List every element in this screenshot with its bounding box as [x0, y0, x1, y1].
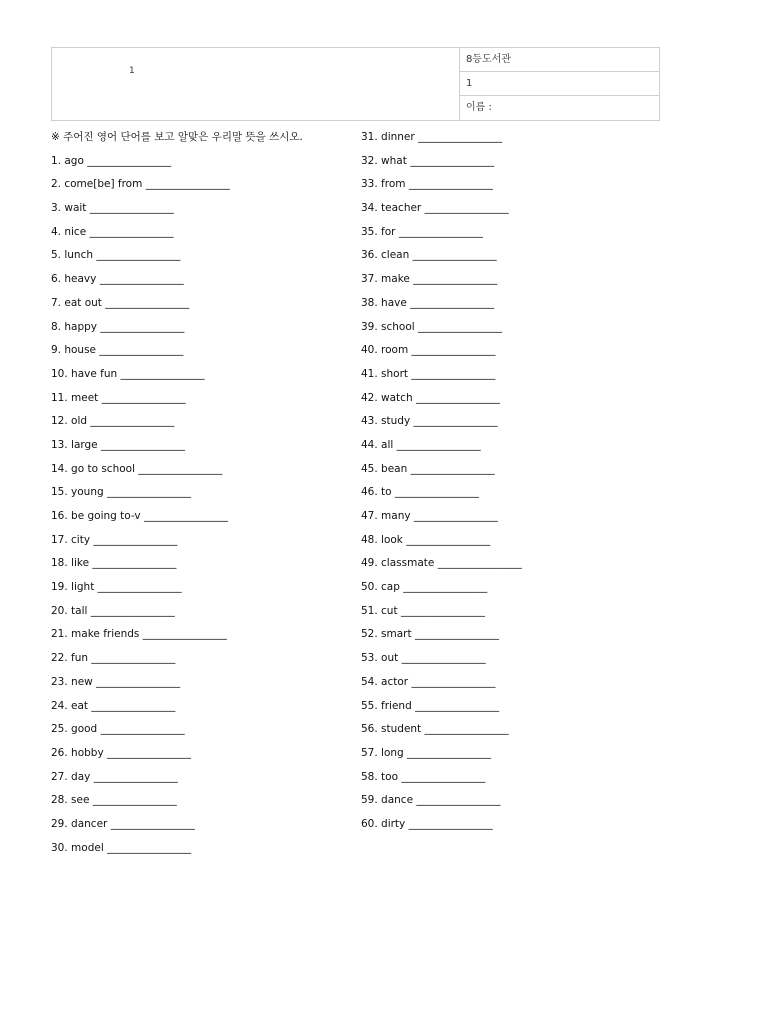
- answer-blank[interactable]: ________________: [110, 817, 195, 830]
- vocab-word: 9. house: [51, 344, 97, 357]
- vocab-word: 47. many: [361, 510, 411, 522]
- vocab-item: [361, 341, 522, 365]
- answer-blank[interactable]: ________________: [410, 154, 495, 167]
- answer-blank[interactable]: ________________: [401, 770, 486, 783]
- answer-blank[interactable]: ________________: [407, 746, 492, 759]
- vocab-word: 46. to: [361, 486, 392, 499]
- vocab-item: [51, 460, 303, 484]
- vocab-word: 52. smart: [361, 628, 412, 641]
- answer-blank[interactable]: ________________: [101, 438, 185, 451]
- answer-blank[interactable]: ________________: [100, 320, 185, 333]
- answer-blank[interactable]: ________________: [138, 462, 223, 475]
- vocab-item: [51, 602, 303, 626]
- vocab-word: 50. cap: [361, 581, 400, 594]
- vocab-item: [361, 602, 522, 626]
- vocab-item: [51, 294, 303, 318]
- vocab-item: [51, 318, 303, 342]
- vocab-item: [361, 294, 522, 318]
- answer-blank[interactable]: ________________: [412, 249, 497, 262]
- answer-blank[interactable]: ________________: [413, 273, 498, 286]
- vocab-word: 49. classmate: [361, 557, 435, 570]
- answer-blank[interactable]: ________________: [99, 273, 184, 286]
- vocab-item: [51, 341, 303, 365]
- answer-blank[interactable]: ________________: [143, 510, 228, 522]
- answer-blank[interactable]: ________________: [96, 249, 181, 262]
- vocab-word: 54. actor: [361, 675, 409, 688]
- vocab-item: [361, 223, 522, 247]
- answer-blank[interactable]: ________________: [90, 604, 175, 617]
- vocab-item: [51, 791, 303, 815]
- vocab-word: 13. large: [51, 438, 98, 451]
- vocab-item: [361, 483, 522, 507]
- vocab-item: [51, 839, 303, 863]
- vocab-word: 39. school: [361, 320, 415, 333]
- vocab-item: [361, 270, 522, 294]
- vocab-word: 3. wait: [51, 202, 87, 215]
- vocab-word: 43. study: [361, 415, 411, 428]
- answer-blank[interactable]: ________________: [414, 628, 499, 641]
- vocab-item: [51, 649, 303, 673]
- vocab-word: 23. new: [51, 675, 93, 688]
- answer-blank[interactable]: ________________: [87, 154, 172, 167]
- answer-blank[interactable]: ________________: [411, 344, 496, 357]
- answer-blank[interactable]: ________________: [145, 178, 230, 191]
- answer-blank[interactable]: ________________: [89, 225, 174, 238]
- answer-blank[interactable]: ________________: [408, 817, 493, 830]
- vocab-word: 12. old: [51, 415, 88, 428]
- vocab-item: [51, 578, 303, 602]
- vocab-word: 8. happy: [51, 320, 97, 333]
- header-table: [51, 47, 660, 121]
- vocab-word: 30. model: [51, 841, 104, 854]
- vocab-item: [361, 365, 522, 389]
- vocab-word: 53. out: [361, 652, 399, 665]
- answer-blank[interactable]: ________________: [413, 415, 498, 428]
- vocab-word: 15. young: [51, 486, 104, 499]
- answer-blank[interactable]: ________________: [398, 225, 483, 238]
- vocab-item: [361, 697, 522, 721]
- name-field-label: 이름 :: [466, 102, 492, 113]
- vocab-word: 55. friend: [361, 699, 412, 712]
- answer-blank[interactable]: ________________: [418, 320, 503, 333]
- answer-blank[interactable]: ________________: [418, 131, 503, 143]
- answer-blank[interactable]: ________________: [424, 723, 509, 736]
- answer-blank[interactable]: ________________: [396, 438, 481, 451]
- header-right-cell: [460, 48, 659, 120]
- vocab-word: 34. teacher: [361, 202, 422, 215]
- vocab-item: [361, 625, 522, 649]
- vocab-item: [361, 673, 522, 697]
- answer-blank[interactable]: ________________: [101, 391, 186, 404]
- answer-blank[interactable]: ________________: [107, 486, 191, 499]
- vocab-word: 5. lunch: [51, 249, 94, 262]
- answer-blank[interactable]: ________________: [96, 675, 181, 688]
- vocab-word: 26. hobby: [51, 746, 104, 759]
- vocab-item: [51, 412, 303, 436]
- vocab-item: [361, 649, 522, 673]
- answer-blank[interactable]: ________________: [90, 415, 175, 428]
- vocab-word: 35. for: [361, 225, 396, 238]
- vocab-item: [361, 578, 522, 602]
- vocab-item: [51, 483, 303, 507]
- vocab-item: [361, 720, 522, 744]
- vocab-item: [361, 199, 522, 223]
- vocab-word: 14. go to school: [51, 462, 136, 475]
- header-left-cell: [52, 48, 460, 120]
- answer-blank[interactable]: ________________: [415, 391, 500, 404]
- answer-blank[interactable]: ________________: [400, 604, 485, 617]
- vocab-word: 6. heavy: [51, 273, 97, 286]
- answer-blank[interactable]: ________________: [410, 296, 495, 309]
- vocab-item: [51, 152, 303, 176]
- vocab-word: 41. short: [361, 367, 409, 380]
- vocab-word: 16. be going to-v: [51, 510, 141, 522]
- vocab-item: [361, 744, 522, 768]
- vocab-word: 60. dirty: [361, 817, 406, 830]
- vocab-word: 18. like: [51, 557, 90, 570]
- vocab-word: 10. have fun: [51, 367, 118, 380]
- answer-blank[interactable]: ________________: [89, 202, 174, 215]
- header-number: 1: [129, 66, 135, 76]
- vocab-word: 56. student: [361, 723, 422, 736]
- vocab-item: [51, 625, 303, 649]
- answer-blank[interactable]: ________________: [100, 723, 185, 736]
- vocab-item: [361, 246, 522, 270]
- vocab-item: [51, 199, 303, 223]
- vocab-word: 40. room: [361, 344, 409, 357]
- answer-blank[interactable]: ________________: [92, 557, 177, 570]
- vocab-item: [51, 673, 303, 697]
- vocab-item: [51, 697, 303, 721]
- vocab-item: [51, 365, 303, 389]
- vocab-item: [51, 768, 303, 792]
- vocab-item: [361, 318, 522, 342]
- answer-blank[interactable]: ________________: [416, 794, 501, 807]
- vocab-item: [51, 744, 303, 768]
- vocab-word: 22. fun: [51, 652, 89, 665]
- answer-blank[interactable]: ________________: [107, 746, 192, 759]
- vocab-word: 4. nice: [51, 225, 87, 238]
- answer-blank[interactable]: ________________: [411, 675, 496, 688]
- answer-blank[interactable]: ________________: [424, 202, 509, 215]
- vocab-word: 38. have: [361, 296, 407, 309]
- vocab-item: [361, 554, 522, 578]
- vocab-word: 44. all: [361, 438, 394, 451]
- vocab-item: [361, 460, 522, 484]
- vocab-item: [361, 768, 522, 792]
- answer-blank[interactable]: ________________: [413, 510, 498, 522]
- vocab-word: 29. dancer: [51, 817, 108, 830]
- answer-blank[interactable]: ________________: [411, 367, 496, 380]
- vocab-word: 59. dance: [361, 794, 414, 807]
- vocab-item: [51, 436, 303, 460]
- vocab-word: 19. light: [51, 581, 95, 594]
- vocab-item: [51, 389, 303, 413]
- vocab-word: 58. too: [361, 770, 399, 783]
- vocab-word: 24. eat: [51, 699, 89, 712]
- vocab-item: [361, 175, 522, 199]
- answer-blank[interactable]: ________________: [92, 794, 177, 807]
- answer-blank[interactable]: ________________: [91, 652, 176, 665]
- answer-blank[interactable]: ________________: [93, 770, 178, 783]
- vocab-item: [361, 412, 522, 436]
- vocab-word: 37. make: [361, 273, 410, 286]
- vocab-word: 31. dinner: [361, 131, 415, 143]
- answer-blank[interactable]: ________________: [105, 296, 190, 309]
- vocab-word: 2. come[be] from: [51, 178, 143, 191]
- vocab-item: [51, 815, 303, 839]
- answer-blank[interactable]: ________________: [408, 178, 493, 191]
- vocab-word: 11. meet: [51, 391, 99, 404]
- vocab-item: [361, 507, 522, 531]
- vocab-word: 45. bean: [361, 462, 408, 475]
- vocab-word: 32. what: [361, 154, 407, 167]
- vocab-word: 25. good: [51, 723, 98, 736]
- answer-blank[interactable]: ________________: [401, 652, 486, 665]
- vocab-item: [361, 436, 522, 460]
- answer-blank[interactable]: ________________: [437, 557, 522, 570]
- vocab-item: [361, 815, 522, 839]
- vocab-word: 42. watch: [361, 391, 413, 404]
- answer-blank[interactable]: ________________: [93, 533, 178, 546]
- vocab-word: 36. clean: [361, 249, 410, 262]
- vocab-word: 48. look: [361, 533, 403, 546]
- vocab-item: [51, 554, 303, 578]
- answer-blank[interactable]: ________________: [415, 699, 500, 712]
- vocab-item: [51, 531, 303, 555]
- vocab-item: [361, 389, 522, 413]
- unit-label: 1: [460, 72, 659, 96]
- vocab-item: [51, 246, 303, 270]
- answer-blank[interactable]: ________________: [107, 841, 192, 854]
- vocab-item: [51, 175, 303, 199]
- vocab-word: 7. eat out: [51, 296, 102, 309]
- vocab-item: [361, 531, 522, 555]
- vocab-word: 33. from: [361, 178, 406, 191]
- vocab-word: 21. make friends: [51, 628, 140, 641]
- vocab-item: [361, 128, 522, 152]
- vocab-word: 51. cut: [361, 604, 398, 617]
- vocab-item: [51, 507, 303, 531]
- vocab-item: [361, 152, 522, 176]
- answer-blank[interactable]: ________________: [394, 486, 479, 499]
- answer-blank[interactable]: ________________: [120, 367, 205, 380]
- vocab-item: [361, 791, 522, 815]
- answer-blank[interactable]: ________________: [406, 533, 491, 546]
- left-word-column: [51, 128, 303, 862]
- vocab-item: [51, 720, 303, 744]
- publisher-label: 8등도서관: [460, 48, 659, 72]
- answer-blank[interactable]: ________________: [403, 581, 488, 594]
- instruction-text: ※ 주어진 영어 단어를 보고 알맞은 우리말 뜻을 쓰시오.: [51, 131, 303, 143]
- right-word-column: [361, 128, 522, 839]
- answer-blank[interactable]: ________________: [410, 462, 495, 475]
- vocab-item: [51, 270, 303, 294]
- answer-blank[interactable]: ________________: [99, 344, 184, 357]
- vocab-word: 28. see: [51, 794, 90, 807]
- vocab-word: 57. long: [361, 746, 404, 759]
- vocab-word: 27. day: [51, 770, 91, 783]
- vocab-word: 17. city: [51, 533, 91, 546]
- answer-blank[interactable]: ________________: [97, 581, 182, 594]
- vocab-word: 1. ago: [51, 154, 84, 167]
- answer-blank[interactable]: ________________: [91, 699, 176, 712]
- vocab-item: [51, 223, 303, 247]
- answer-blank[interactable]: ________________: [142, 628, 227, 641]
- vocab-word: 20. tall: [51, 604, 88, 617]
